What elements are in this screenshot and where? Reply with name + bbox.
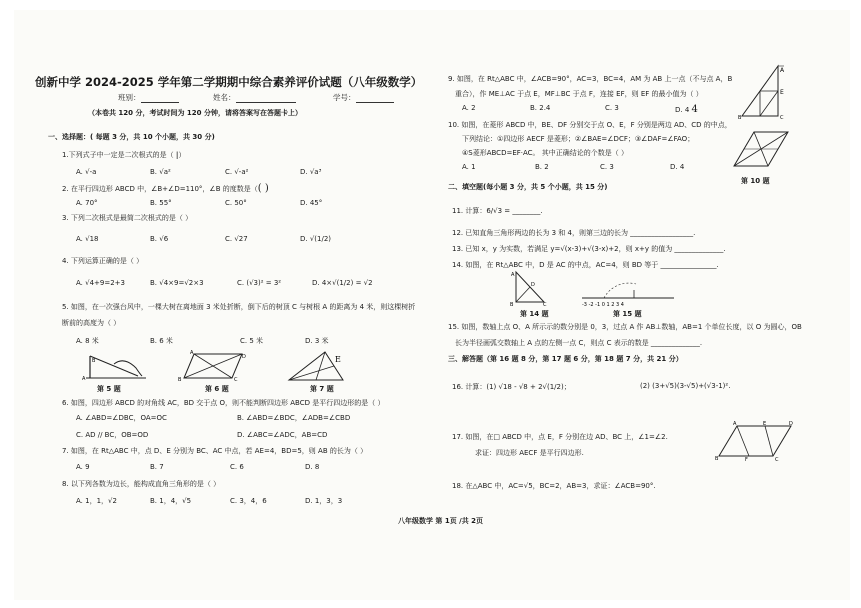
q3-option-d: D. √(1/2) xyxy=(300,235,332,243)
q3-stem: 3. 下列二次根式是最简二次根式的是（ ） xyxy=(62,214,193,222)
svg-text:B: B xyxy=(178,377,182,382)
svg-text:A: A xyxy=(190,350,194,356)
svg-text:D: D xyxy=(242,354,246,360)
q1-option-c: C. √-a² xyxy=(225,168,249,176)
exam-title: 创新中学 2024-2025 学年第二学期期中综合素养评价试题（八年级数学） xyxy=(35,75,423,89)
svg-text:C: C xyxy=(775,457,779,462)
q1-option-a: A. √-a xyxy=(76,168,97,176)
figure-q14-triangle xyxy=(510,268,550,308)
q2-option-b: B. 55° xyxy=(150,199,172,207)
svg-text:E: E xyxy=(780,89,784,96)
q9-line1: 9. 如图，在 Rt△ABC 中，∠ACB=90°，AC=3，BC=4，AM 为 AB 上一点（不与点 A，B xyxy=(448,75,733,83)
q8-stem: 8. 以下列各数为边长，能构成直角三角形的是（ ） xyxy=(62,480,221,488)
q10-option-d: D. 4 xyxy=(670,163,685,171)
figure-q9-triangle xyxy=(738,62,800,120)
q6-option-c: C. AD // BC，OB=OD xyxy=(76,431,149,439)
q8-option-a: A. 1，1，√2 xyxy=(76,497,117,505)
q8-option-b: B. 1，4，√5 xyxy=(150,497,192,505)
q5-option-b: B. 6 米 xyxy=(150,337,173,345)
svg-text:D: D xyxy=(789,421,793,427)
figure-q17-parallelogram xyxy=(715,420,797,462)
exam-note: （本卷共 120 分，考试时间为 120 分钟，请将答案写在答题卡上） xyxy=(88,109,302,117)
svg-text:C: C xyxy=(234,377,238,382)
caption-fig14: 第 14 题 xyxy=(520,310,549,318)
figure-q6-parallelogram xyxy=(176,350,248,382)
q6-option-a: A. ∠ABD=∠DBC，OA=OC xyxy=(76,414,167,422)
q3-option-c: C. √27 xyxy=(225,235,248,243)
q1-stem: 1.下列式子中一定是二次根式的是（ |） xyxy=(62,150,186,159)
q3-option-b: B. √6 xyxy=(150,235,169,243)
q4-stem: 4. 下列运算正确的是（ ） xyxy=(62,257,144,265)
class-field: 班别： xyxy=(118,92,179,103)
q16-part2: (2) (3+√5)(3-√5)+(√3-1)². xyxy=(640,382,731,390)
q11: 11. 计算：6/√3 = ________. xyxy=(452,207,543,215)
q5-option-c: C. 5 米 xyxy=(240,337,264,345)
q15-line2: 长为半径画弧交数轴上 A 点的左侧一点 C，则点 C 表示的数是 ______________. xyxy=(455,339,703,347)
q5-line2: 断前的高度为（ ） xyxy=(62,319,121,327)
q5-option-a: A. 8 米 xyxy=(76,337,99,345)
q9-option-d: D. 4 4 xyxy=(675,104,698,115)
q9-handwritten-4: 4 xyxy=(691,104,698,115)
q9-line2: 重合），作 ME⊥AC 于点 E，MF⊥BC 于点 F，连接 EF，则 EF 的最小值为（ ） xyxy=(455,90,703,98)
svg-text:A: A xyxy=(511,272,515,278)
caption-fig7: 第 7 题 xyxy=(310,385,334,393)
q5-option-d: D. 3 米 xyxy=(305,337,329,345)
q8-option-c: C. 3，4，6 xyxy=(230,497,267,505)
caption-fig5: 第 5 题 xyxy=(97,385,121,393)
q14: 14. 如图，在 Rt△ABC 中，D 是 AC 的中点，AC=4，则 BD 等于 ________________. xyxy=(452,261,719,269)
page-footer: 八年级数学 第 1页 /共 2页 xyxy=(398,517,484,525)
q4-option-d: D. 4×√(1/2) = √2 xyxy=(312,279,373,287)
svg-text:C: C xyxy=(780,115,784,120)
q7-option-b: B. 7 xyxy=(150,463,164,471)
q6-option-d: D. ∠ABC=∠ADC，AB=CD xyxy=(237,431,328,439)
q9-option-a: A. 2 xyxy=(462,104,476,112)
svg-text:A: A xyxy=(733,421,737,427)
svg-text:B: B xyxy=(738,115,742,120)
q12: 12. 已知直角三角形两边的长为 3 和 4，则第三边的长为 __________________. xyxy=(452,229,696,237)
q5-line1: 5. 如图，在一次强台风中，一棵大树在离地面 3 米处折断，倒下后的树顶 C 与树根 A 的距离为 4 米，则这棵树折 xyxy=(62,303,416,311)
q7-option-c: C. 6 xyxy=(230,463,244,471)
q8-option-d: D. 1，3，3 xyxy=(305,497,343,505)
figure-q7-triangle xyxy=(285,348,347,384)
svg-text:B: B xyxy=(510,302,514,308)
q16-part1: 16. 计算：(1) √18 - √8 + 2√(1/2)； xyxy=(452,383,571,391)
q10-line1: 10. 如图，在菱形 ABCD 中，BE、DF 分别交于点 O、E，F 分别是两边 AD、CD 的中点， xyxy=(448,121,732,129)
q7-stem: 7. 如图，在 Rt△ABC 中，点 D、E 分别为 BC、AC 中点，若 AE=4，BD=5，则 AB 的长为（ ） xyxy=(62,447,368,455)
caption-fig6: 第 6 题 xyxy=(205,385,229,393)
svg-text:B: B xyxy=(715,456,719,462)
q10-option-b: B. 2 xyxy=(535,163,549,171)
q2-option-c: C. 50° xyxy=(225,199,247,207)
q2-option-a: A. 70° xyxy=(76,199,98,207)
figure-q5-tree xyxy=(80,350,150,382)
svg-text:B: B xyxy=(92,358,96,364)
q4-option-a: A. √4+9=2+3 xyxy=(76,279,125,287)
q4-option-b: B. √4×9=√2×3 xyxy=(150,279,204,287)
section1-heading: 一、选择题：( 每题 3 分，共 10 个小题，共 30 分) xyxy=(48,133,215,141)
q7-option-d: D. 8 xyxy=(305,463,320,471)
q9-option-b: B. 2.4 xyxy=(530,104,551,112)
q3-option-a: A. √18 xyxy=(76,235,99,243)
q10-line3: ④S菱形ABCD=EF·AC。 其中正确结论的个数是（ ） xyxy=(462,149,629,157)
q1-option-d: D. √a³ xyxy=(300,168,322,176)
svg-text:-3 -2 -1 0 1 2 3 4: -3 -2 -1 0 1 2 3 4 xyxy=(582,302,624,308)
q7-handwritten-e: E xyxy=(335,355,341,364)
figure-q10-rhombus xyxy=(728,126,794,172)
q10-option-a: A. 1 xyxy=(462,163,476,171)
q18: 18. 在△ABC 中，AC=√5，BC=2，AB=3，求证：∠ACB=90°. xyxy=(452,482,656,490)
student-id-field: 学号： xyxy=(333,92,394,103)
section2-heading: 二、填空题(每小题 3 分，共 5 个小题，共 15 分) xyxy=(448,183,608,191)
name-field: 姓名： xyxy=(213,92,296,103)
q10-line2: 下列结论：①四边形 AECF 是菱形；②∠BAE=∠DCF；③∠DAF=∠FAO； xyxy=(462,135,695,143)
q2-handwritten-mark: ( ) xyxy=(257,183,269,194)
q6-stem: 6. 如图，四边形 ABCD 的对角线 AC，BD 交于点 O，则不能判断四边形 ABCD 是平行四边形的是（ ） xyxy=(62,399,385,407)
q2-option-d: D. 45° xyxy=(300,199,323,207)
q10-option-c: C. 3 xyxy=(600,163,614,171)
svg-text:D: D xyxy=(531,282,535,288)
q17-line1: 17. 如图，在□ ABCD 中，点 E，F 分别在边 AD、BC 上，∠1=∠2. xyxy=(452,433,668,441)
q6-option-b: B. ∠ABD=∠BDC，∠ADB=∠CBD xyxy=(237,414,351,422)
section3-heading: 三、解答题（第 16 题 8 分，第 17 题 6 分，第 18 题 7 分，共 21 分） xyxy=(448,355,683,363)
q4-option-c: C. (√3)² = 3² xyxy=(237,279,282,287)
figure-q15-numberline xyxy=(578,278,678,308)
q17-line2: 求证：四边形 AECF 是平行四边形. xyxy=(475,449,584,457)
svg-text:A: A xyxy=(780,67,785,74)
svg-text:F: F xyxy=(745,457,748,462)
svg-text:E: E xyxy=(763,421,767,427)
q7-option-a: A. 9 xyxy=(76,463,90,471)
svg-text:C: C xyxy=(543,302,547,308)
q1-option-b: B. √a² xyxy=(150,168,171,176)
caption-fig10: 第 10 题 xyxy=(741,177,770,185)
q13: 13. 已知 x，y 为实数，若满足 y=√(x-3)+√(3-x)+2，则 x+y 的值为 ______________. xyxy=(452,245,726,253)
q15-line1: 15. 如图，数轴上点 O、A 所示示的数分别是 0，3，过点 A 作 AB⊥数轴，AB=1 个单位长度，以 O 为圆心，OB xyxy=(448,323,802,331)
caption-fig15: 第 15 题 xyxy=(613,310,642,318)
q1-handwritten-mark: | xyxy=(175,150,179,159)
q2-stem: 2. 在平行四边形 ABCD 中，∠B+∠D=110°，∠B 的度数是（( ) xyxy=(62,183,269,194)
q9-option-c: C. 3 xyxy=(605,104,619,112)
svg-text:A: A xyxy=(82,376,86,382)
